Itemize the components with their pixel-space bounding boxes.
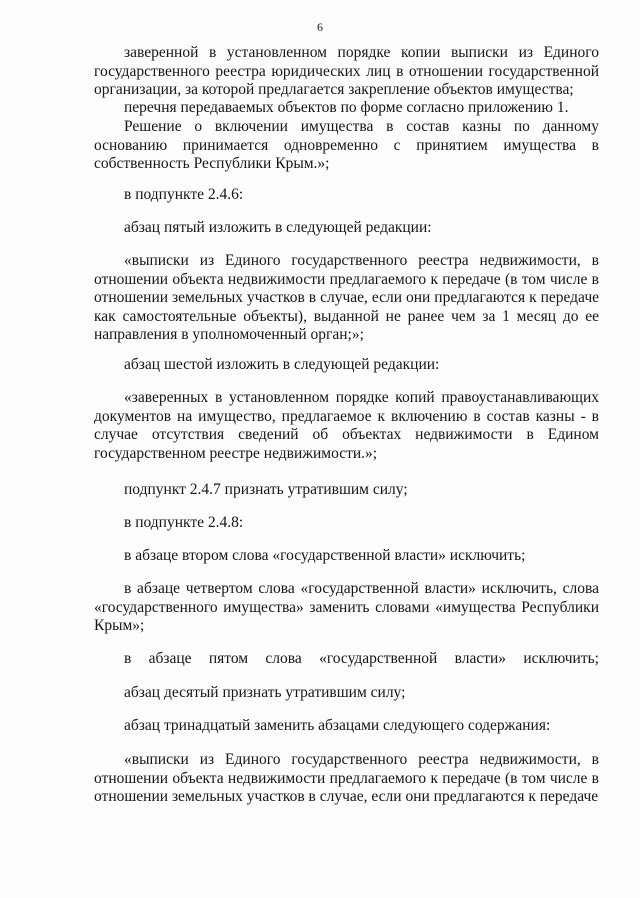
- paragraph-5: абзац пятый изложить в следующей редакции:: [124, 219, 432, 236]
- paragraph-16: «выписки из Единого государственного реестра недвижимости, в отношении объекта недвижимости предлагаемого к передаче (в том числе в отношении земельных участков в случае, если они предлагаются к передаче: [94, 751, 599, 805]
- paragraph-14: абзац десятый признать утратившим силу;: [124, 684, 406, 701]
- paragraph-10: в подпункте 2.4.8:: [124, 514, 244, 531]
- paragraph-11: в абзаце втором слова «государственной власти» исключить;: [124, 547, 526, 564]
- paragraph-1: заверенной в установленном порядке копии выписки из Единого государственного реестра юридических лиц в отношении государственной организации, за которой предлагается закрепление объектов имущества;: [94, 44, 599, 98]
- page-number: 6: [317, 20, 323, 34]
- paragraph-13: в абзаце пятом слова «государственной власти» исключить;: [124, 650, 599, 667]
- paragraph-9: подпункт 2.4.7 признать утратившим силу;: [124, 481, 408, 498]
- paragraph-3: Решение о включении имущества в состав казны по данному основанию принимается одновременно с принятием имущества в собственность Республики Крым.»;: [94, 118, 599, 172]
- paragraph-2: перечня передаваемых объектов по форме согласно приложению 1.: [124, 99, 569, 116]
- paragraph-12: в абзаце четвертом слова «государственной власти» исключить, слова «государственного имущества» заменить словами «имущества Республики Крым»;: [94, 580, 599, 634]
- paragraph-4: в подпункте 2.4.6:: [124, 186, 244, 203]
- paragraph-7: абзац шестой изложить в следующей редакции:: [124, 356, 440, 373]
- paragraph-8: «заверенных в установленном порядке копий правоустанавливающих документов на имущество, предлагаемое к включению в состав казны - в случае отсутствия сведений об объектах недвижимости в Едином государственном реестре недвижимости.»;: [94, 389, 599, 462]
- paragraph-6: «выписки из Единого государственного реестра недвижимости, в отношении объекта недвижимости предлагаемого к передаче (в том числе в отношении земельных участков в случае, если они предлагаются к передаче как самостоятельные объекты), выданной не ранее чем за 1 месяц до ее направления в уполномоченный орган;»;: [94, 252, 599, 343]
- paragraph-15: абзац тринадцатый заменить абзацами следующего содержания:: [124, 717, 551, 734]
